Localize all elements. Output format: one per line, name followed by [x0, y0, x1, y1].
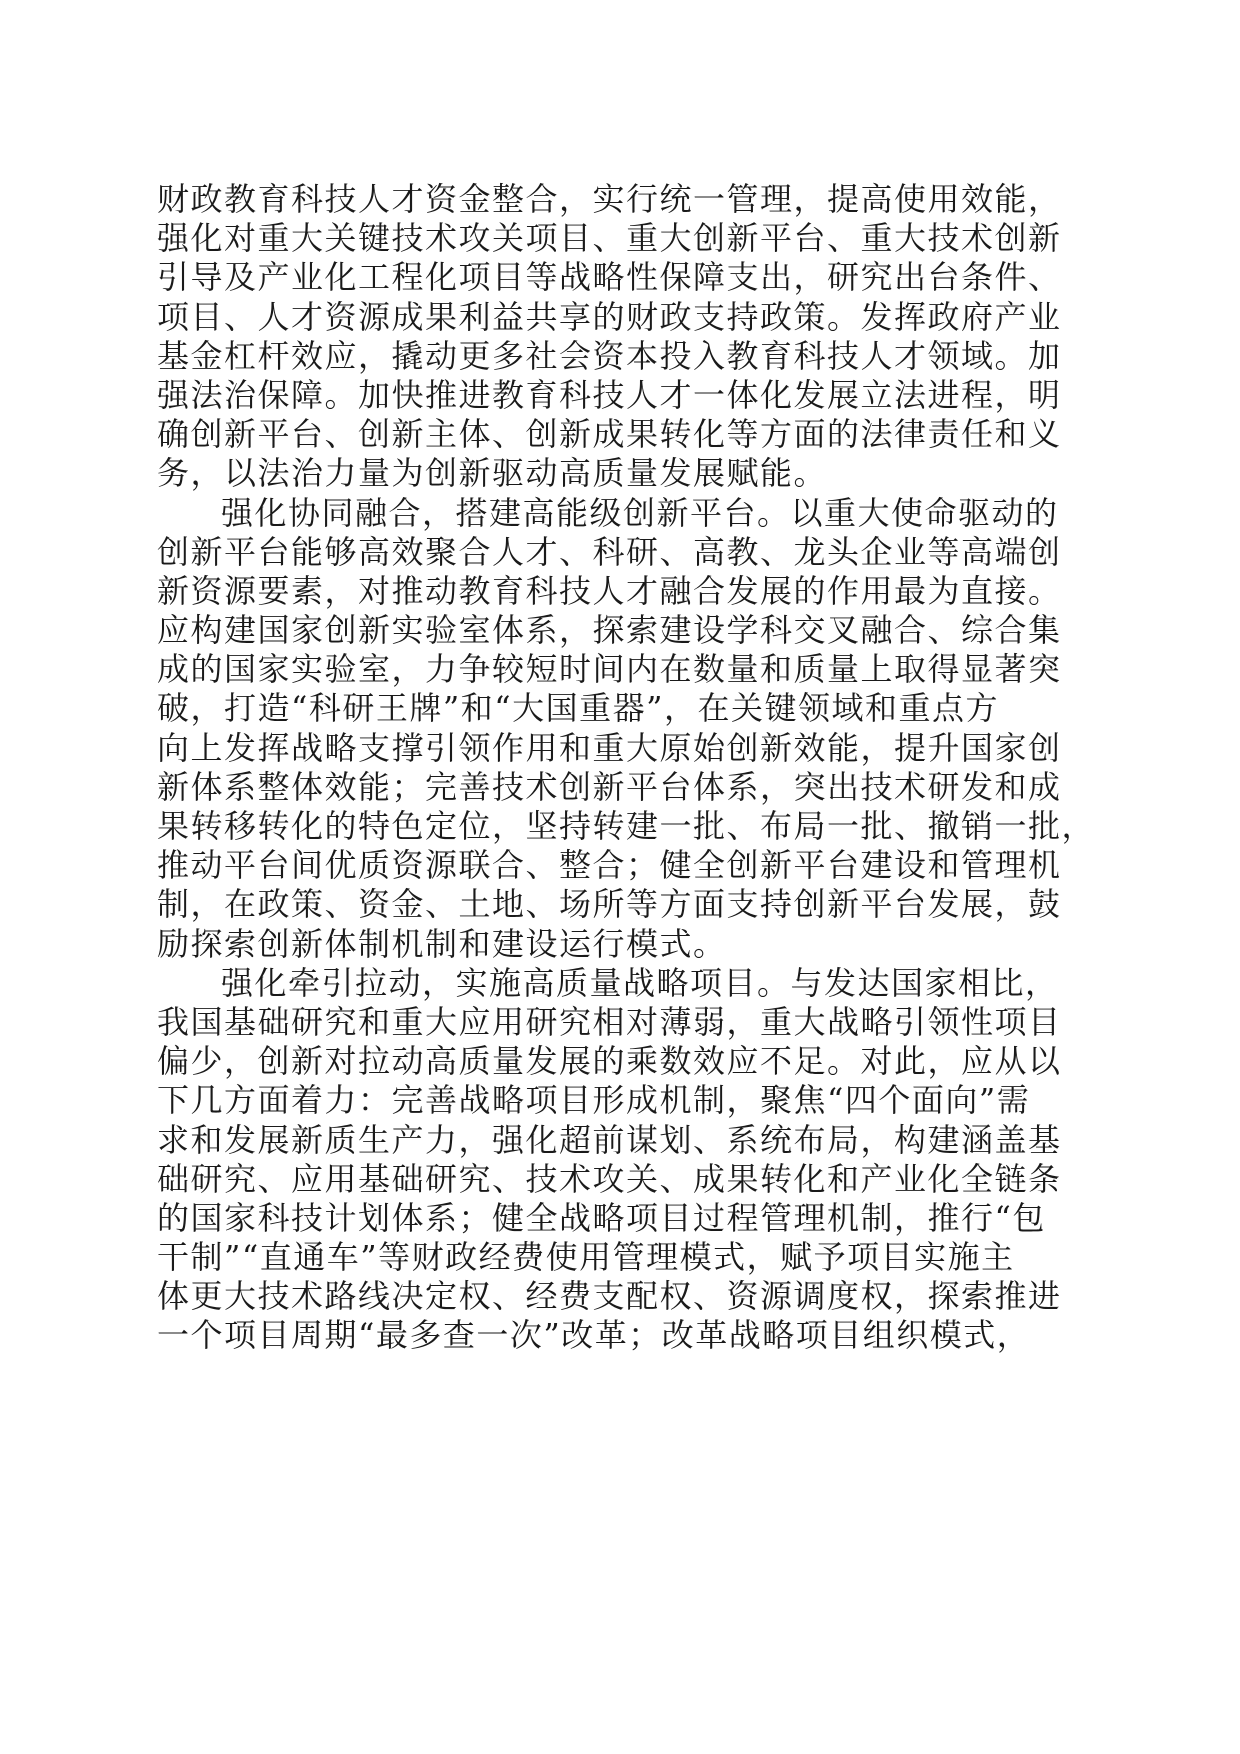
- text-line: 强化牵引拉动，实施高质量战略项目。与发达国家相比，: [221, 963, 1059, 1002]
- text-line: 破，打造“科研王牌”和“大国重器”，在关键领域和重点方: [157, 689, 999, 728]
- text-line: 新资源要素，对推动教育科技人才融合发展的作用最为直接。: [157, 571, 1062, 610]
- text-line: 推动平台间优质资源联合、整合；健全创新平台建设和管理机: [157, 846, 1062, 885]
- text-line: 求和发展新质生产力，强化超前谋划、系统布局，构建涵盖基: [157, 1120, 1062, 1159]
- text-line: 下几方面着力：完善战略项目形成机制，聚焦“四个面向”需: [157, 1081, 1031, 1120]
- paragraph: [157, 494, 1097, 964]
- text-line: 向上发挥战略支撑引领作用和重大原始创新效能，提升国家创: [157, 728, 1062, 767]
- text-line: 我国基础研究和重大应用研究相对薄弱，重大战略引领性项目: [157, 1002, 1062, 1041]
- text-line: 干制”“直通车”等财政经费使用管理模式，赋予项目实施主: [157, 1238, 1015, 1277]
- paragraph: [157, 964, 1097, 1356]
- text-line: 项目、人才资源成果利益共享的财政支持政策。发挥政府产业: [157, 297, 1062, 336]
- text-line: 体更大技术路线决定权、经费支配权、资源调度权，探索推进: [157, 1277, 1062, 1316]
- document-body: [157, 180, 1097, 1356]
- paragraph: [157, 180, 1097, 494]
- text-line: 制，在政策、资金、土地、场所等方面支持创新平台发展，鼓: [157, 885, 1062, 924]
- text-line: 引导及产业化工程化项目等战略性保障支出，研究出台条件、: [157, 258, 1062, 297]
- text-line: 应构建国家创新实验室体系，探索建设学科交叉融合、综合集: [157, 611, 1062, 650]
- text-line: 强化对重大关键技术攻关项目、重大创新平台、重大技术创新: [157, 219, 1062, 258]
- text-line: 强法治保障。加快推进教育科技人才一体化发展立法进程，明: [157, 375, 1062, 414]
- text-line: 一个项目周期“最多查一次”改革；改革战略项目组织模式，: [157, 1316, 1031, 1355]
- text-line: 的国家科技计划体系；健全战略项目过程管理机制，推行“包: [157, 1198, 1046, 1237]
- text-line: 强化协同融合，搭建高能级创新平台。以重大使命驱动的: [221, 493, 1059, 532]
- text-line: 基金杠杆效应，撬动更多社会资本投入教育科技人才领域。加: [157, 336, 1062, 375]
- text-line: 础研究、应用基础研究、技术攻关、成果转化和产业化全链条: [157, 1159, 1062, 1198]
- text-line: 偏少，创新对拉动高质量发展的乘数效应不足。对此，应从以: [157, 1042, 1062, 1081]
- text-line: 财政教育科技人才资金整合，实行统一管理，提高使用效能，: [157, 180, 1062, 218]
- text-line: 确创新平台、创新主体、创新成果转化等方面的法律责任和义: [157, 415, 1062, 454]
- text-line: 务，以法治力量为创新驱动高质量发展赋能。: [157, 454, 828, 493]
- text-line: 创新平台能够高效聚合人才、科研、高教、龙头企业等高端创: [157, 532, 1062, 571]
- text-line: 新体系整体效能；完善技术创新平台体系，突出技术研发和成: [157, 767, 1062, 806]
- text-line: 成的国家实验室，力争较短时间内在数量和质量上取得显著突: [157, 650, 1062, 689]
- text-line: 励探索创新体制机制和建设运行模式。: [157, 924, 727, 963]
- text-line: 果转移转化的特色定位，坚持转建一批、布局一批、撤销一批，: [157, 807, 1096, 845]
